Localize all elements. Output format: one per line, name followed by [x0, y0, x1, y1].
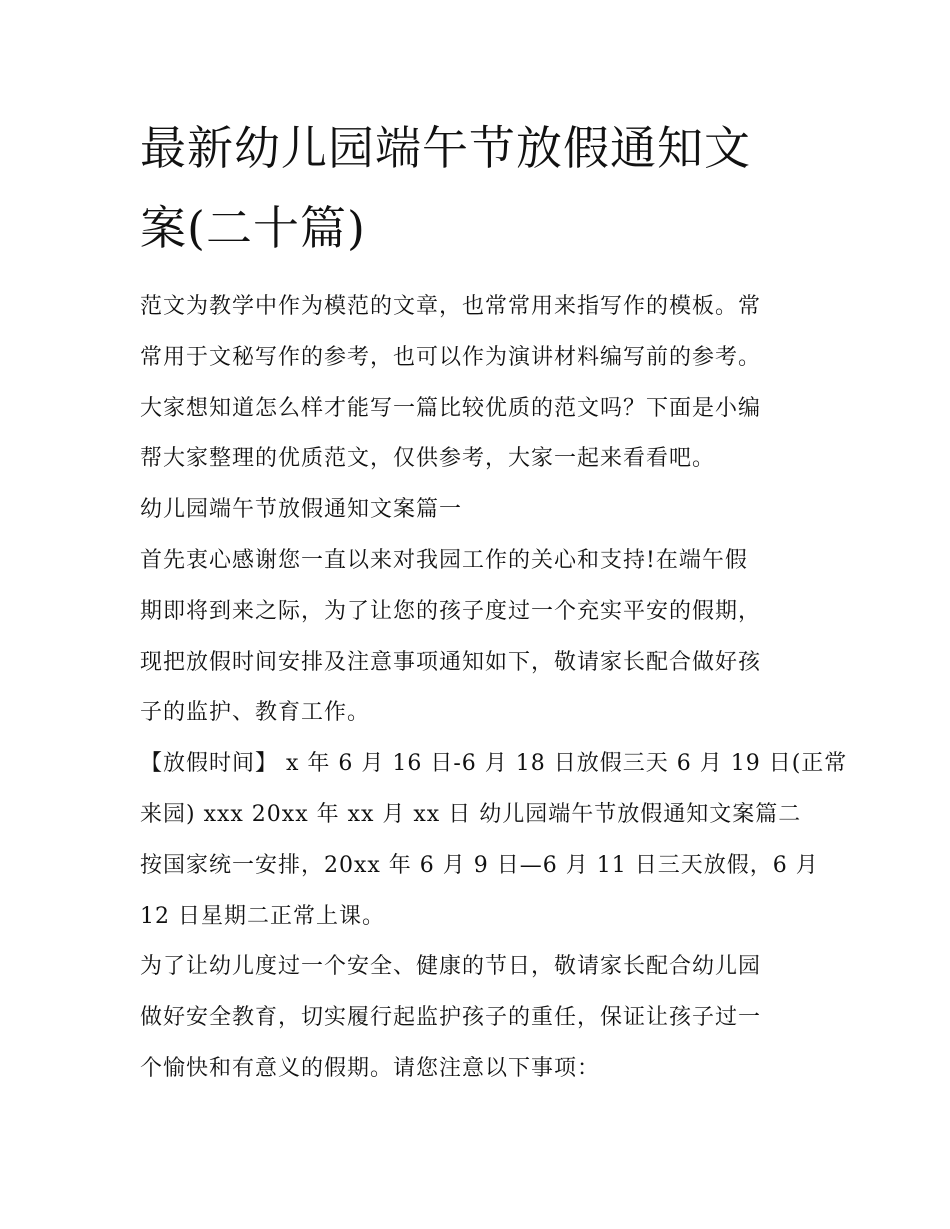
- title-line: 最新幼儿园端午节放假通知文: [140, 121, 751, 175]
- document-page: [140, 108, 848, 1095]
- document-title: [140, 108, 820, 268]
- body-paragraph-line: 子的监护、教育工作。: [140, 700, 371, 726]
- body-paragraph-line: 做好安全教育，切实履行起监护孩子的重任，保证让孩子过一: [140, 1005, 762, 1031]
- intro-paragraph-line: 范文为教学中作为模范的文章，也常常用来指写作的模板。常: [140, 294, 762, 319]
- intro-paragraph-line: 帮大家整理的优质范文，仅供参考，大家一起来看看吧。: [140, 446, 716, 472]
- intro-paragraph-line: 常用于文秘写作的参考，也可以作为演讲材料编写前的参考。: [140, 344, 762, 370]
- body-paragraph-line: 12 日星期二正常上课。: [140, 903, 385, 929]
- document-body: [140, 282, 848, 1095]
- body-paragraph-line: 首先衷心感谢您一直以来对我园工作的关心和支持!在端午假: [140, 547, 748, 573]
- body-paragraph-line: 现把放假时间安排及注意事项通知如下，敬请家长配合做好孩: [140, 649, 762, 675]
- schedule-line: 来园) xxx 20xx 年 xx 月 xx 日 幼儿园端午节放假通知文案篇二: [140, 801, 802, 827]
- body-paragraph-line: 期即将到来之际，为了让您的孩子度过一个充实平安的假期，: [140, 598, 762, 624]
- body-paragraph-line: 个愉快和有意义的假期。请您注意以下事项：: [140, 1055, 601, 1081]
- schedule-line: 【放假时间】 x 年 6 月 16 日-6 月 18 日放假三天 6 月 19 日(正常: [140, 751, 848, 777]
- body-paragraph-line: 按国家统一安排，20xx 年 6 月 9 日—6 月 11 日三天放假，6 月: [140, 852, 819, 878]
- intro-paragraph-line: 大家想知道怎么样才能写一篇比较优质的范文吗？下面是小编: [140, 395, 762, 421]
- section-heading: 幼儿园端午节放假通知文案篇一: [140, 497, 463, 523]
- title-line: 案(二十篇): [140, 201, 366, 255]
- body-paragraph-line: 为了让幼儿度过一个安全、健康的节日，敬请家长配合幼儿园: [140, 954, 762, 980]
